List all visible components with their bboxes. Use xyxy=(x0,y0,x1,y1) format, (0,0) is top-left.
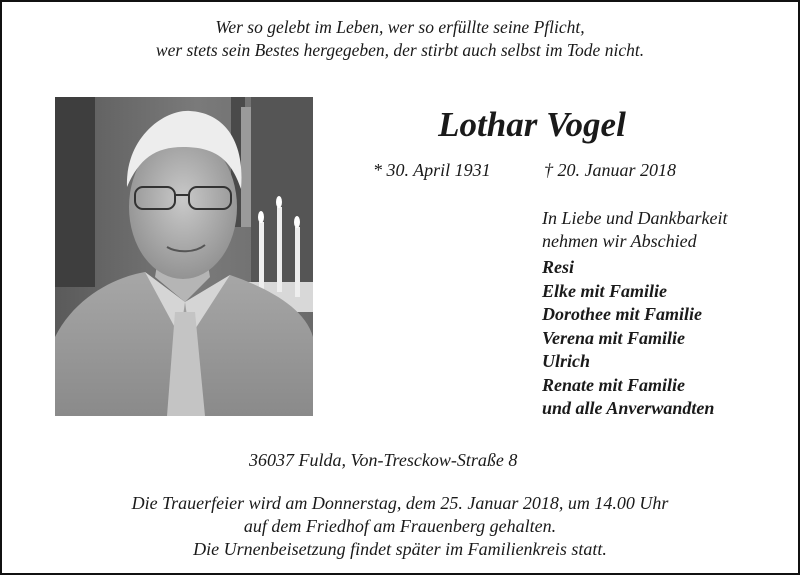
family-member: und alle Anverwandten xyxy=(542,398,715,418)
family-member: Resi xyxy=(542,257,575,277)
ceremony-line-2: auf dem Friedhof am Frauenberg gehalten. xyxy=(243,516,557,536)
ceremony-line-3: Die Urnenbeisetzung findet später im Familienkreis statt. xyxy=(193,539,607,559)
verse-line-2: wer stets sein Bestes hergegeben, der stirbt auch selbst im Tode nicht. xyxy=(155,40,645,60)
ceremony-info xyxy=(2,492,798,561)
portrait-photo xyxy=(55,97,313,416)
family-member: Elke mit Familie xyxy=(542,280,667,301)
death-date: † 20. Januar 2018 xyxy=(544,160,676,180)
farewell-text xyxy=(542,207,727,253)
family-member: Renate mit Familie xyxy=(542,374,685,395)
family-list xyxy=(542,256,714,421)
ceremony-line-1: Die Trauerfeier wird am Donnerstag, dem 25. Januar 2018, um 14.00 Uhr xyxy=(131,493,669,513)
family-member: Dorothee mit Familie xyxy=(542,304,702,324)
verse-line-1: Wer so gelebt im Leben, wer so erfüllte seine Pflicht, xyxy=(215,17,585,37)
family-member: Verena mit Familie xyxy=(542,327,686,348)
farewell-line-1: In Liebe und Dankbarkeit xyxy=(542,208,728,228)
memorial-verse xyxy=(2,16,798,62)
family-member: Ulrich xyxy=(542,351,591,371)
birth-date: * 30. April 1931 xyxy=(373,160,491,180)
deceased-name: Lothar Vogel xyxy=(438,105,626,144)
farewell-line-2: nehmen wir Abschied xyxy=(542,231,697,251)
family-address: 36037 Fulda, Von-Tresckow-Straße 8 xyxy=(249,450,518,470)
